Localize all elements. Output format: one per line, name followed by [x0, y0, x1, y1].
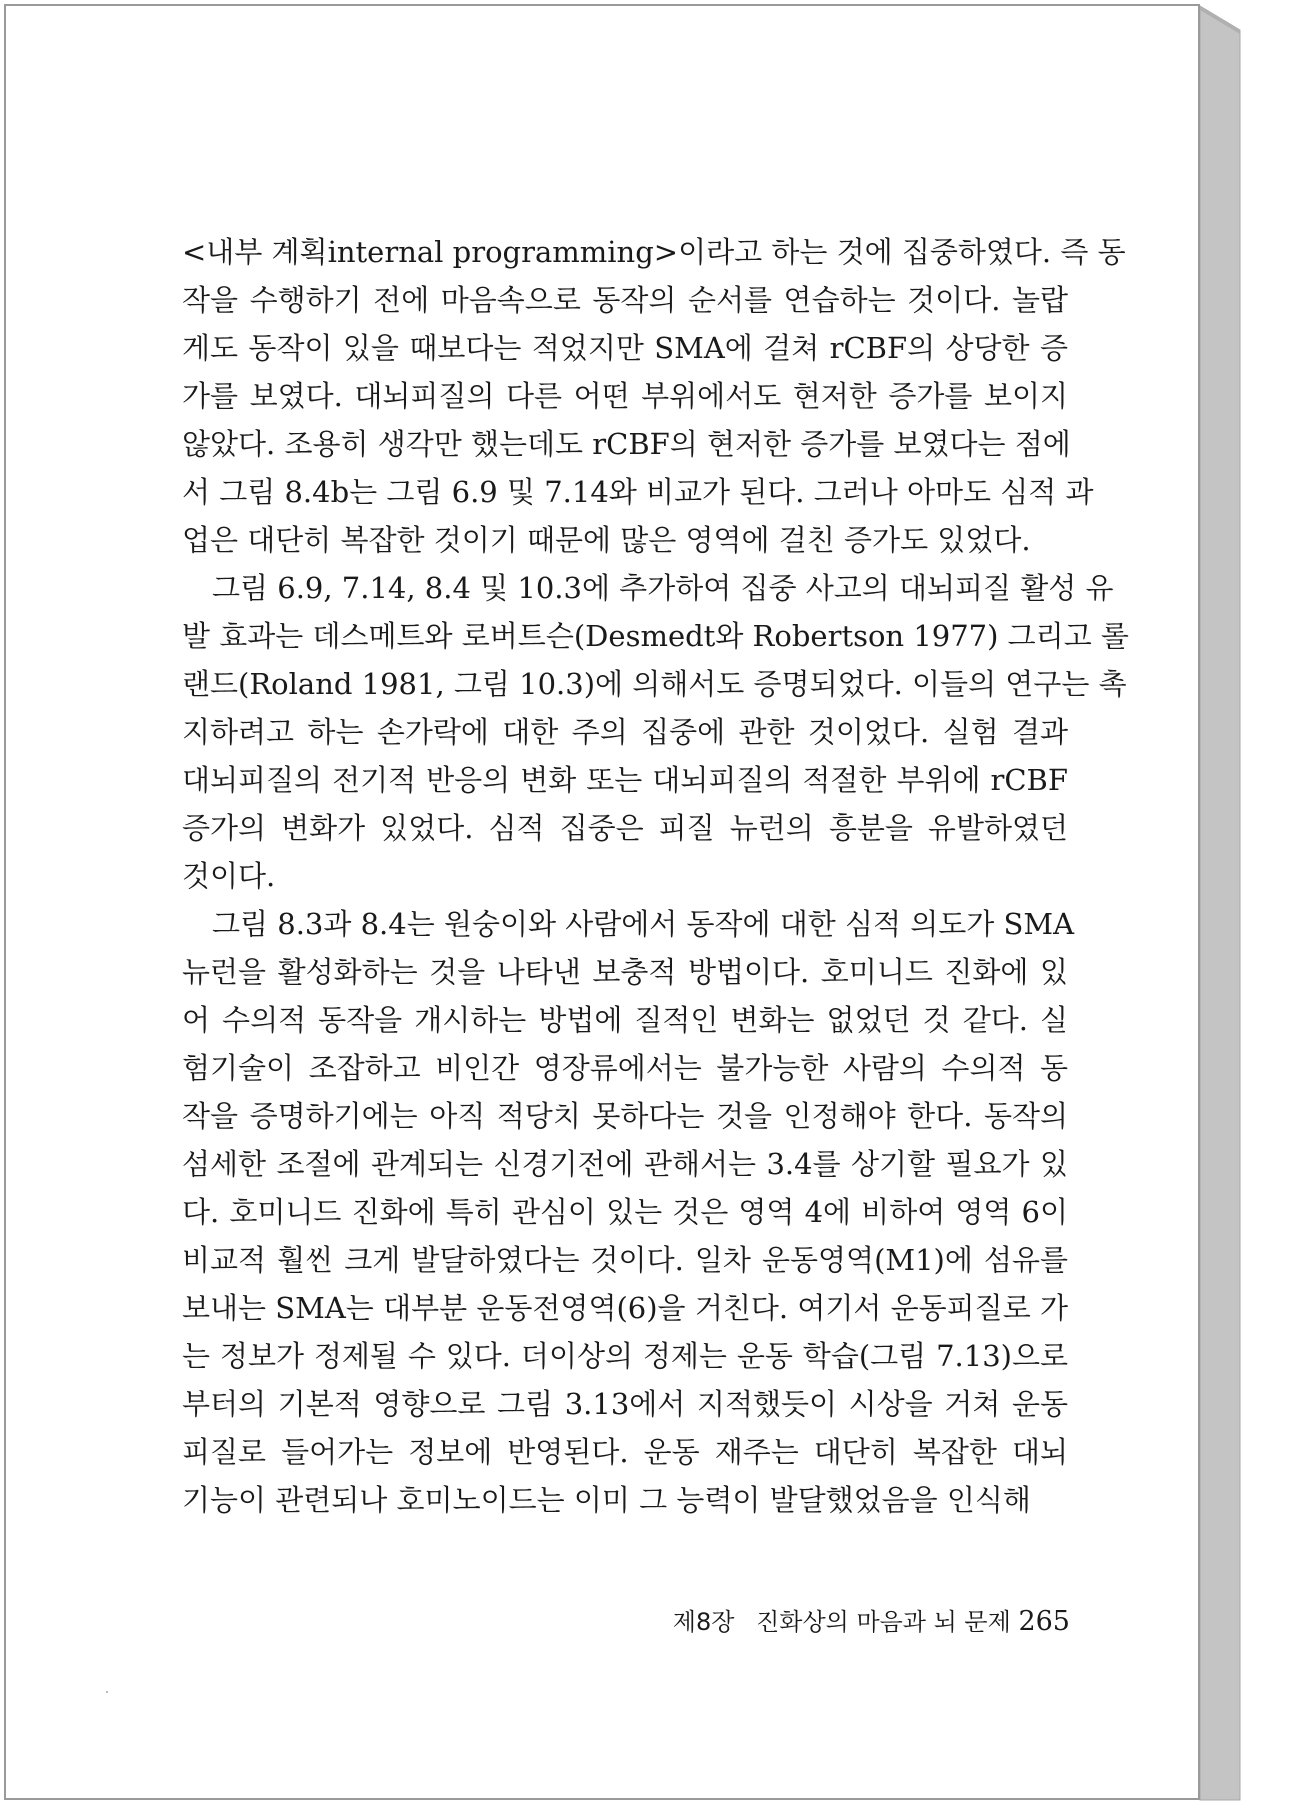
paragraph: [182, 564, 1129, 900]
scan-speck: [106, 1691, 108, 1693]
paragraph: [182, 228, 1126, 564]
text-line: 발 효과는 데스메트와 로버트슨(Desmedt와 Robertson 1977) 그리고 롤: [182, 619, 1129, 653]
text-line: 험기술이 조잡하고 비인간 영장류에서는 불가능한 사람의 수의적 동: [182, 1051, 1068, 1085]
text-line: 비교적 훨씬 크게 발달하였다는 것이다. 일차 운동영역(M1)에 섬유를: [182, 1243, 1068, 1277]
text-line: 피질로 들어가는 정보에 반영된다. 운동 재주는 대단히 복잡한 대뇌: [182, 1435, 1068, 1469]
text-line: 않았다. 조용히 생각만 했는데도 rCBF의 현저한 증가를 보였다는 점에: [182, 427, 1071, 461]
text-line: 업은 대단히 복잡한 것이기 때문에 많은 영역에 걸친 증가도 있었다.: [182, 523, 1031, 557]
text-line: 뉴런을 활성화하는 것을 나타낸 보충적 방법이다. 호미니드 진화에 있: [182, 955, 1068, 989]
body-text: [182, 228, 1129, 1524]
text-line: 부터의 기본적 영향으로 그림 3.13에서 지적했듯이 시상을 거쳐 운동: [182, 1387, 1068, 1421]
text-line: 지하려고 하는 손가락에 대한 주의 집중에 관한 것이었다. 실험 결과: [182, 715, 1068, 749]
text-line: <내부 계획internal programming>이라고 하는 것에 집중하였다. 즉 동: [182, 235, 1126, 269]
running-footer: [600, 1598, 1070, 1646]
text-line: 보내는 SMA는 대부분 운동전영역(6)을 거친다. 여기서 운동피질로 가: [182, 1291, 1068, 1325]
text-line: 어 수의적 동작을 개시하는 방법에 질적인 변화는 없었던 것 같다. 실: [182, 1003, 1068, 1037]
text-line: 게도 동작이 있을 때보다는 적었지만 SMA에 걸쳐 rCBF의 상당한 증: [182, 331, 1068, 365]
text-line: 가를 보였다. 대뇌피질의 다른 어떤 부위에서도 현저한 증가를 보이지: [182, 379, 1068, 413]
paragraph: [182, 900, 1075, 1524]
page-number: 265: [1018, 1606, 1070, 1637]
text-line: 증가의 변화가 있었다. 심적 집중은 피질 뉴런의 흥분을 유발하였던: [182, 811, 1068, 845]
text-line: 서 그림 8.4b는 그림 6.9 및 7.14와 비교가 된다. 그러나 아마도 심적 과: [182, 475, 1094, 509]
footer-chapter: 제8장: [672, 1608, 735, 1636]
text-line: 그림 6.9, 7.14, 8.4 및 10.3에 추가하여 집중 사고의 대뇌피질 활성 유: [212, 571, 1114, 605]
text-line: 작을 수행하기 전에 마음속으로 동작의 순서를 연습하는 것이다. 놀랍: [182, 283, 1068, 317]
text-line: 그림 8.3과 8.4는 원숭이와 사람에서 동작에 대한 심적 의도가 SMA: [212, 907, 1075, 941]
text-line: 작을 증명하기에는 아직 적당치 못하다는 것을 인정해야 한다. 동작의: [182, 1099, 1068, 1133]
text-line: 섬세한 조절에 관계되는 신경기전에 관해서는 3.4를 상기할 필요가 있: [182, 1147, 1068, 1181]
text-line: 것이다.: [182, 859, 276, 893]
text-line: 대뇌피질의 전기적 반응의 변화 또는 대뇌피질의 적절한 부위에 rCBF: [182, 763, 1068, 797]
text-line: 기능이 관련되나 호미노이드는 이미 그 능력이 발달했었음을 인식해: [182, 1483, 1031, 1517]
text-line: 는 정보가 정제될 수 있다. 더이상의 정제는 운동 학습(그림 7.13)으로: [182, 1339, 1068, 1373]
text-line: 다. 호미니드 진화에 특히 관심이 있는 것은 영역 4에 비하여 영역 6이: [182, 1195, 1068, 1229]
text-line: 랜드(Roland 1981, 그림 10.3)에 의해서도 증명되었다. 이들의 연구는 촉: [182, 667, 1127, 701]
footer-title: 진화상의 마음과 뇌 문제: [756, 1608, 1011, 1636]
